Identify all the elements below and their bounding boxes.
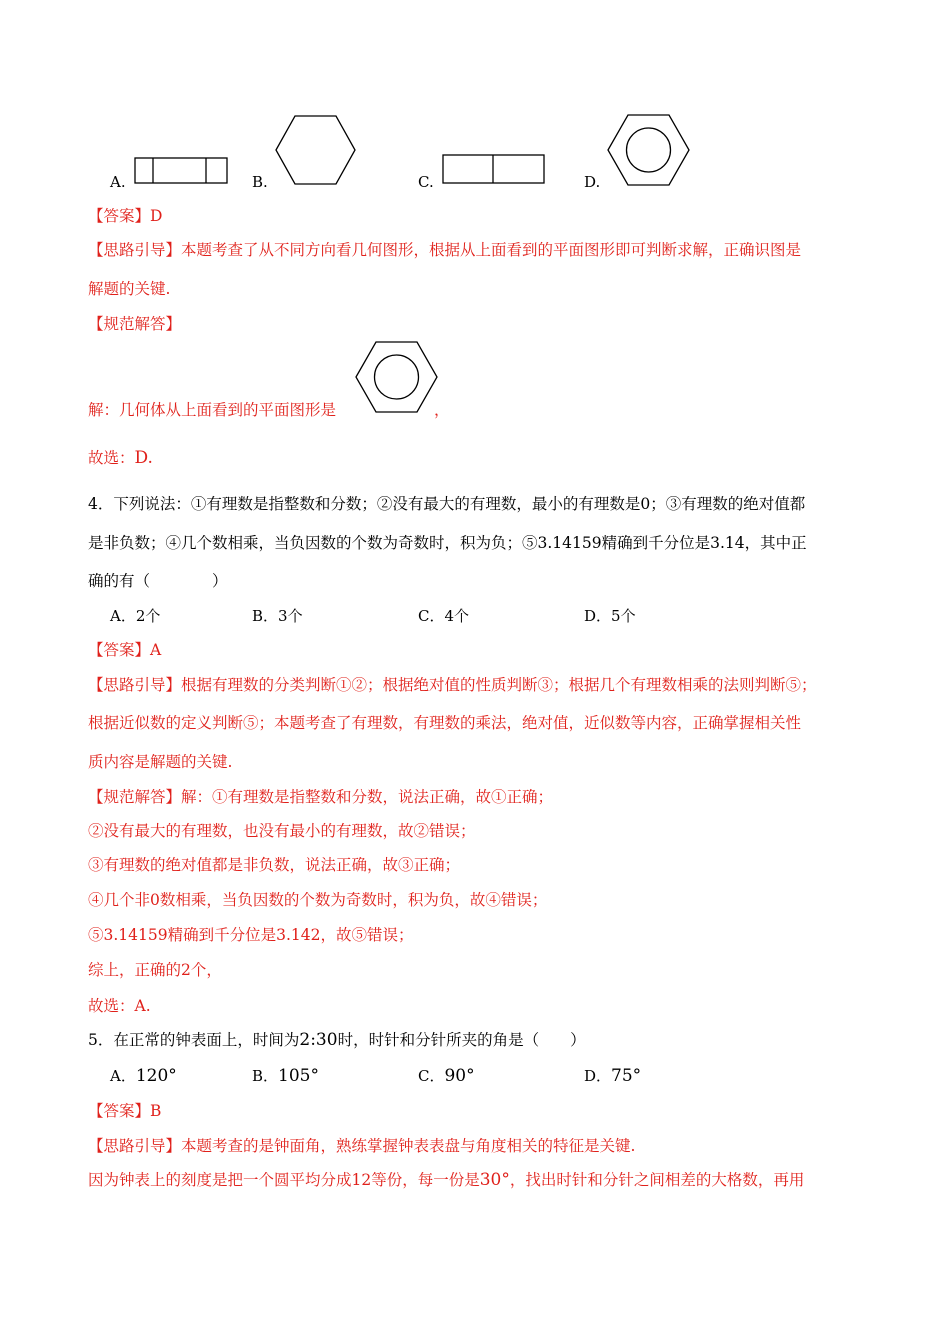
option-value: 90°	[444, 1066, 475, 1086]
answer-value: A	[150, 641, 162, 659]
hint-suffix: ，找出时针和分针之间相差的大格数，再用	[509, 1171, 805, 1189]
choose-prefix: 故选：	[88, 449, 135, 467]
q4-hint-line3: 质内容是解题的关键.	[88, 753, 233, 771]
q5-hint-line1	[88, 1136, 635, 1156]
q3-hint-line1	[88, 240, 801, 260]
q4-hint-line1	[88, 675, 817, 695]
q4-stem-line2: 是非负数；④几个数相乘，当负因数的个数为奇数时，积为负；⑤3.14159精确到千分位是3.14，其中正	[88, 534, 807, 552]
answer-tag: 【答案】	[88, 1102, 151, 1120]
q4-stem-line1: 4．下列说法：①有理数是指整数和分数；②没有最大的有理数，最小的有理数是0；③有理数的绝对值都	[88, 495, 806, 513]
hint-value: 30°	[479, 1170, 510, 1190]
q4-solution-line5: ⑤3.14159精确到千分位是3.142，故⑤错误；	[88, 926, 414, 944]
solution-tag: 【规范解答】	[88, 788, 182, 806]
option-letter: A．	[110, 1067, 136, 1085]
q3-option-a-letter: A.	[110, 173, 126, 191]
q3-option-d-letter: D.	[584, 173, 601, 191]
rectangle-three-part-figure	[134, 157, 230, 185]
hint-text: 本题考查的是钟面角，熟练掌握钟表表盘与角度相关的特征是关键.	[181, 1137, 636, 1155]
stem-suffix: 时，时针和分针所夹的角是（ ）	[337, 1031, 586, 1049]
q3-hint-line2: 解题的关键.	[88, 280, 171, 298]
q4-solution-line7: 故选：A.	[88, 997, 151, 1015]
option-letter: B．	[252, 1067, 279, 1085]
hint-text: 本题考查了从不同方向看几何图形，根据从上面看到的平面图形即可判断求解，正确识图是	[181, 241, 802, 259]
q4-hint-line2: 根据近似数的定义判断⑤；本题考查了有理数，有理数的乘法，绝对值，近似数等内容，正确掌握相关性	[88, 714, 802, 732]
stem-time: 2:30	[299, 1030, 338, 1050]
q3-choose	[88, 448, 153, 468]
hexagon-figure	[275, 114, 359, 188]
q4-option-a: A．2个	[110, 607, 161, 625]
option-letter: C．	[418, 1067, 445, 1085]
q3-solution-tag: 【规范解答】	[88, 315, 182, 333]
q3-option-c-letter: C.	[418, 173, 434, 191]
q4-solution-line1	[88, 787, 553, 807]
q4-solution-line6: 综上，正确的2个，	[88, 961, 222, 979]
q3-solution-line1: 解：几何体从上面看到的平面图形是	[88, 401, 337, 419]
option-letter: D．	[584, 1067, 612, 1085]
q4-solution-line4: ④几个非0数相乘，当负因数的个数为奇数时，积为负，故④错误；	[88, 891, 548, 909]
q4-stem-line3: 确的有（ ）	[88, 572, 228, 590]
option-value: 105°	[278, 1066, 319, 1086]
hint-text: 根据有理数的分类判断①②；根据绝对值的性质判断③；根据几个有理数相乘的法则判断⑤；	[181, 676, 817, 694]
answer-tag: 【答案】	[88, 641, 151, 659]
rectangle-two-part-figure	[442, 154, 547, 186]
hexagon-with-circle-answer-figure	[355, 340, 441, 416]
q5-option-c	[418, 1066, 475, 1086]
hint-tag: 【思路引导】	[88, 1137, 182, 1155]
answer-value: D	[150, 207, 163, 225]
stem-prefix: 5．在正常的钟表面上，时间为	[88, 1031, 300, 1049]
option-value: 120°	[135, 1066, 177, 1086]
q4-option-c: C．4个	[418, 607, 470, 625]
q4-solution-line3: ③有理数的绝对值都是非负数，说法正确，故③正确；	[88, 856, 461, 874]
q5-option-b	[252, 1066, 319, 1086]
q5-answer	[88, 1101, 161, 1121]
solution-text: 解：①有理数是指整数和分数，说法正确，故①正确；	[181, 788, 554, 806]
q3-answer	[88, 206, 162, 226]
answer-value: B	[150, 1102, 162, 1120]
answer-tag: 【答案】	[88, 207, 151, 225]
hint-tag: 【思路引导】	[88, 676, 182, 694]
hint-prefix: 因为钟表上的刻度是把一个圆平均分成12等份，每一份是	[88, 1171, 480, 1189]
q5-option-a	[110, 1066, 177, 1086]
hexagon-with-circle-figure	[607, 113, 693, 189]
q5-hint-line2	[88, 1170, 804, 1190]
q3-option-b-letter: B.	[252, 173, 268, 191]
hint-tag: 【思路引导】	[88, 241, 182, 259]
q4-answer	[88, 640, 161, 660]
option-value: 75°	[611, 1066, 642, 1086]
q5-stem	[88, 1030, 586, 1050]
q4-option-d: D．5个	[584, 607, 636, 625]
q4-option-b: B．3个	[252, 607, 303, 625]
q5-option-d	[584, 1066, 641, 1086]
choose-letter: D.	[134, 448, 153, 468]
q3-solution-comma: ，	[434, 401, 450, 419]
q4-solution-line2: ②没有最大的有理数，也没有最小的有理数，故②错误；	[88, 822, 476, 840]
